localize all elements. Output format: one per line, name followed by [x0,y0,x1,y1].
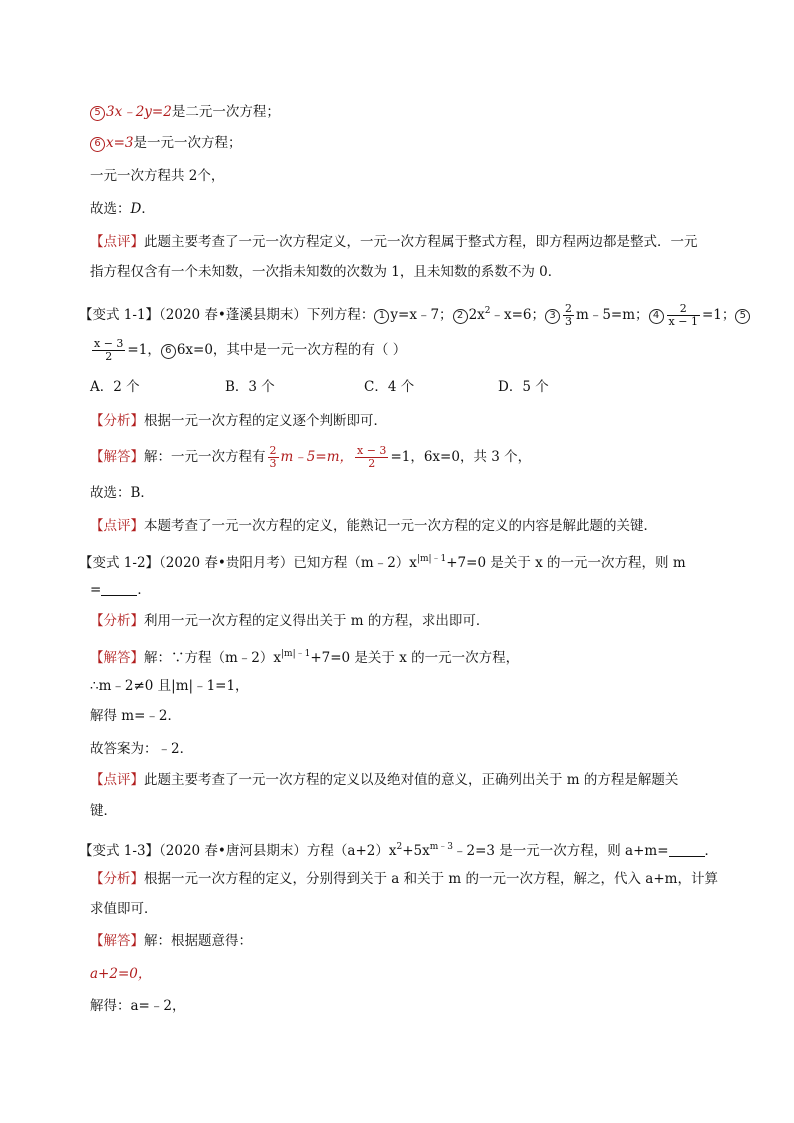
analysis-text: 根据一元一次方程的定义逐个判断即可． [144,413,387,429]
answer-eq: m﹣5=m， [280,449,354,465]
step-2 [90,996,185,1016]
step-1 [90,676,249,696]
denominator: 2 [105,350,113,363]
answer-line [90,644,519,668]
option-c [364,377,414,397]
circled-number-5: 5 [90,106,105,121]
line-item-6 [90,133,242,153]
comment-line-1 [90,770,678,790]
option-a [90,377,140,397]
variant-1-2-question [79,549,686,573]
circled-number-2: 2 [453,309,468,324]
answer-blank[interactable] [669,842,705,857]
exponent: 2 [484,306,491,316]
variant-tag: 【变式 1-3】 [79,843,160,859]
choose-value: D [130,201,142,217]
step-text: 解得：a=﹣2， [90,998,186,1014]
answer-text-rest: +7=0 是关于 x 的一元一次方程， [310,650,520,666]
equation-3-rest: m﹣5=m； [576,307,649,323]
step-1 [90,964,151,984]
analysis-text: 根据一元一次方程的定义，分别得到关于 a 和关于 m 的一元一次方程，解之，代入 a+m，计算 [144,871,718,887]
fraction [92,338,125,363]
answer-blank[interactable] [101,581,137,596]
answer-text: 解：根据题意得： [144,933,252,949]
answer-text: 解：∵方程（m﹣2）x [144,650,282,666]
comment-line-2 [90,262,561,282]
circled-number-6: 6 [161,344,176,359]
fraction [355,445,388,470]
numerator: 2 [565,302,573,315]
answer-tag: 【解答】 [90,449,144,465]
step-2 [90,706,181,726]
count-text: 一元一次方程共 [90,168,189,184]
numerator: 2 [667,303,700,316]
exponent: |m|﹣1 [281,649,311,659]
step-text: 解得 m=﹣2． [90,708,181,724]
answer-tag: 【解答】 [90,650,144,666]
answer-tag: 【解答】 [90,933,144,949]
variant-source: （2020 春•蓬溪县期末）下列方程： [159,307,375,323]
equation-4-rest: =1； [701,307,736,323]
fraction [667,303,700,328]
denominator: x − 1 [668,315,698,328]
count-unit: 个， [197,168,225,184]
equation: x=3 [106,135,134,151]
numerator: 2 [269,444,277,457]
variant-tag: 【变式 1-2】 [79,555,160,571]
analysis-tag: 【分析】 [90,413,144,429]
answer-line [90,931,252,951]
exponent: |m|﹣1 [416,554,447,564]
step-text: 故答案为：﹣2． [90,741,194,757]
count-line [90,166,224,186]
exponent: 2 [396,842,403,852]
answer-text: 解：一元一次方程有 [144,449,266,465]
step-text: a+2=0， [90,966,152,982]
option-c-text: C．4 个 [364,379,415,395]
answer-rest: =1，6x=0，共 3 个， [390,449,532,465]
comment-text: 本题考查了一元一次方程的定义，能熟记一元一次方程的定义的内容是解此题的关键． [144,518,657,534]
numerator: x − 3 [357,444,387,457]
option-d-text: D．5 个 [498,379,549,395]
comment-tag: 【点评】 [90,772,144,788]
numerator: x − 3 [94,337,124,350]
variant-1-1-question [79,301,751,328]
fraction [563,303,574,328]
comment-line-1 [90,232,698,252]
denominator: 3 [565,315,573,328]
period: ． [704,843,719,859]
equation-5-rest: =1， [127,342,161,358]
question-text-mid: +5x [402,843,430,859]
answer-line [90,445,531,470]
analysis-line [90,611,489,631]
line-item-5 [90,102,280,122]
equation: 3x﹣2y=2 [106,104,172,120]
equation-2-rest: ﹣x=6； [490,307,546,323]
choose-line [90,199,155,219]
fraction [268,445,279,470]
analysis-line-1 [90,869,718,889]
circled-number-4: 4 [649,309,664,324]
circled-number-5: 5 [735,309,750,324]
analysis-text: 求值即可． [90,901,158,917]
comment-text: 指方程仅含有一个未知数，一次指未知数的次数为 1，且未知数的系数不为 0． [90,264,562,280]
denominator: 2 [368,457,376,470]
count-value: 2 [188,168,198,184]
question-text-rest: ﹣2=3 是一元一次方程，则 a+m= [452,843,669,859]
variant-1-3-question [79,837,718,861]
equation-2: 2x [468,307,485,323]
analysis-line [90,411,387,431]
choose-text: 故选：B． [90,485,154,501]
circled-number-1: 1 [374,309,389,324]
variant-1-1-question-cont [90,338,406,363]
circled-number-3: 3 [545,309,560,324]
comment-text: 键． [90,803,117,819]
equation-1: y=x﹣7； [390,307,453,323]
question-text: （2020 春•贵阳月考）已知方程（m﹣2）x [159,555,417,571]
comment-tag: 【点评】 [90,518,144,534]
equation-6: 6x=0，其中是一元一次方程的有（ ） [176,342,407,358]
analysis-tag: 【分析】 [90,613,144,629]
comment-line-2 [90,801,117,821]
analysis-line-2 [90,899,158,919]
choose-line-2 [90,483,154,503]
choose-end: ． [141,201,155,217]
step-3 [90,739,193,759]
variant-tag: 【变式 1-1】 [79,307,160,323]
question-text: （2020 春•唐河县期末）方程（a+2）x [159,843,397,859]
comment-text: 此题主要考查了一元一次方程定义，一元一次方程属于整式方程，即方程两边都是整式．一元 [144,234,698,250]
line-text: 是二元一次方程； [171,104,280,120]
question-text-rest: +7=0 是关于 x 的一元一次方程，则 m [446,555,686,571]
analysis-text: 利用一元一次方程的定义得出关于 m 的方程，求出即可． [144,613,490,629]
comment-line [90,516,657,536]
option-d [498,377,549,397]
line-text: 是一元一次方程； [133,135,242,151]
comment-text: 此题主要考查了一元一次方程的定义以及绝对值的意义，正确列出关于 m 的方程是解题关 [144,772,679,788]
option-b-text: B．3 个 [225,379,275,395]
exponent: m﹣3 [429,842,453,852]
circled-number-6: 6 [90,137,105,152]
step-text: ∴m﹣2≠0 且|m|﹣1=1， [90,678,249,694]
variant-1-2-blank-line [90,580,151,600]
option-b [225,377,275,397]
analysis-tag: 【分析】 [90,871,144,887]
option-a-text: A．2 个 [90,379,140,395]
period: ． [137,582,151,598]
choose-label: 故选： [90,201,131,217]
comment-tag: 【点评】 [90,234,144,250]
equals-sign: = [90,582,102,598]
denominator: 3 [269,457,277,470]
